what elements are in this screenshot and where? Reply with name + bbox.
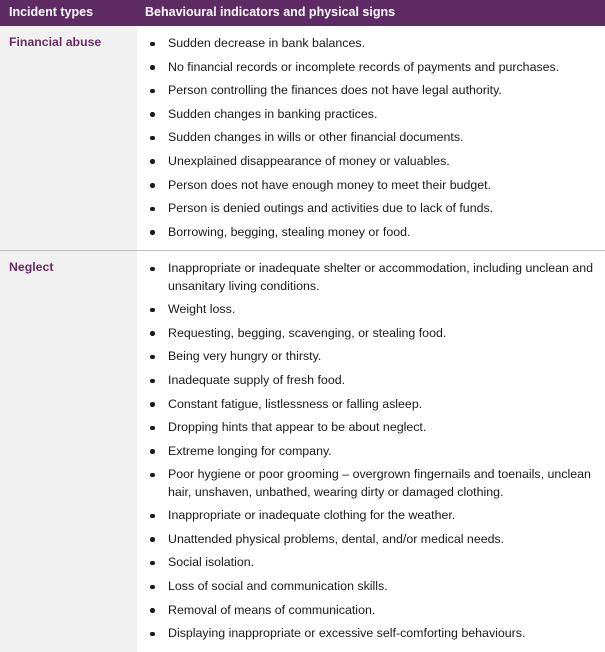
list-item-label: Inadequate supply of fresh food.: [168, 373, 346, 388]
list-item-label: Being very hungry or thirsty.: [168, 349, 322, 364]
bullet-icon: [150, 561, 155, 566]
indicator-list: [145, 32, 595, 244]
list-item: [145, 197, 595, 221]
list-item: [145, 393, 595, 417]
bullet-icon: [150, 537, 155, 542]
incident-type-label: Neglect: [0, 251, 137, 652]
bullet-icon: [150, 402, 155, 407]
list-item-label: Weight loss.: [168, 302, 236, 317]
table-row: [0, 26, 605, 251]
list-item: [145, 369, 595, 393]
list-item: [145, 32, 595, 56]
table-body: [0, 26, 605, 652]
list-item-label: Poor hygiene or poor grooming – overgrown fingernails and toenails, unclean hair, unshaven, unbathed, wearing dirty or damaged clothing.: [168, 467, 591, 499]
table-header: [0, 0, 605, 26]
list-item: [145, 463, 595, 504]
list-item-label: No financial records or incomplete records of payments and purchases.: [168, 59, 560, 74]
bullet-icon: [150, 355, 155, 360]
incident-type-label: Financial abuse: [0, 26, 137, 251]
list-item-label: Requesting, begging, scavenging, or stealing food.: [168, 325, 447, 340]
list-item: [145, 174, 595, 198]
bullet-icon: [150, 230, 155, 235]
list-item-label: Dropping hints that appear to be about neglect.: [168, 420, 427, 435]
list-item: [145, 440, 595, 464]
bullet-icon: [150, 608, 155, 613]
bullet-icon: [150, 159, 155, 164]
list-item: [145, 103, 595, 127]
bullet-icon: [150, 632, 155, 637]
bullet-icon: [150, 308, 155, 313]
list-item: [145, 126, 595, 150]
list-item-label: Displaying inappropriate or excessive self-comforting behaviours.: [168, 626, 526, 641]
bullet-icon: [150, 42, 155, 47]
list-item-label: Unexplained disappearance of money or valuables.: [168, 153, 450, 168]
list-item-label: Constant fatigue, listlessness or falling asleep.: [168, 396, 423, 411]
list-item: [145, 528, 595, 552]
list-item-label: Loss of social and communication skills.: [168, 579, 388, 594]
list-item-label: Extreme longing for company.: [168, 443, 332, 458]
list-item: [145, 599, 595, 623]
list-item: [145, 79, 595, 103]
bullet-icon: [150, 207, 155, 212]
list-item: [145, 221, 595, 245]
column-header-indicators: Behavioural indicators and physical signs: [137, 0, 605, 26]
list-item-label: Removal of means of communication.: [168, 602, 376, 617]
table-header-row: [0, 0, 605, 26]
list-item: [145, 56, 595, 80]
list-item-label: Inappropriate or inadequate shelter or accommodation, including unclean and unsanitary living conditions.: [168, 261, 594, 293]
list-item: [145, 622, 595, 646]
indicators-cell: [137, 251, 605, 652]
bullet-icon: [150, 449, 155, 454]
list-item: [145, 575, 595, 599]
bullet-icon: [150, 89, 155, 94]
list-item-label: Person controlling the finances does not have legal authority.: [168, 83, 502, 98]
list-item: [145, 322, 595, 346]
list-item-label: Person is denied outings and activities due to lack of funds.: [168, 201, 494, 216]
bullet-icon: [150, 267, 155, 272]
list-item: [145, 257, 595, 298]
indicator-list: [145, 257, 595, 646]
bullet-icon: [150, 65, 155, 70]
bullet-icon: [150, 585, 155, 590]
list-item-label: Unattended physical problems, dental, and/or medical needs.: [168, 531, 505, 546]
bullet-icon: [150, 426, 155, 431]
bullet-icon: [150, 112, 155, 117]
list-item-label: Inappropriate or inadequate clothing for the weather.: [168, 508, 456, 523]
list-item-label: Sudden changes in wills or other financial documents.: [168, 130, 464, 145]
list-item-label: Sudden decrease in bank balances.: [168, 36, 366, 50]
list-item: [145, 345, 595, 369]
table-row: [0, 251, 605, 652]
list-item: [145, 504, 595, 528]
list-item-label: Sudden changes in banking practices.: [168, 106, 378, 121]
list-item-label: Borrowing, begging, stealing money or food.: [168, 224, 411, 239]
indicators-cell: [137, 26, 605, 251]
list-item-label: Person does not have enough money to meet their budget.: [168, 177, 492, 192]
column-header-incident-types: Incident types: [0, 0, 137, 26]
bullet-icon: [150, 136, 155, 141]
bullet-icon: [150, 379, 155, 384]
list-item: [145, 416, 595, 440]
list-item: [145, 551, 595, 575]
list-item-label: Social isolation.: [168, 555, 255, 570]
list-item: [145, 298, 595, 322]
bullet-icon: [150, 331, 155, 336]
bullet-icon: [150, 183, 155, 188]
list-item: [145, 150, 595, 174]
bullet-icon: [150, 514, 155, 519]
bullet-icon: [150, 473, 155, 478]
